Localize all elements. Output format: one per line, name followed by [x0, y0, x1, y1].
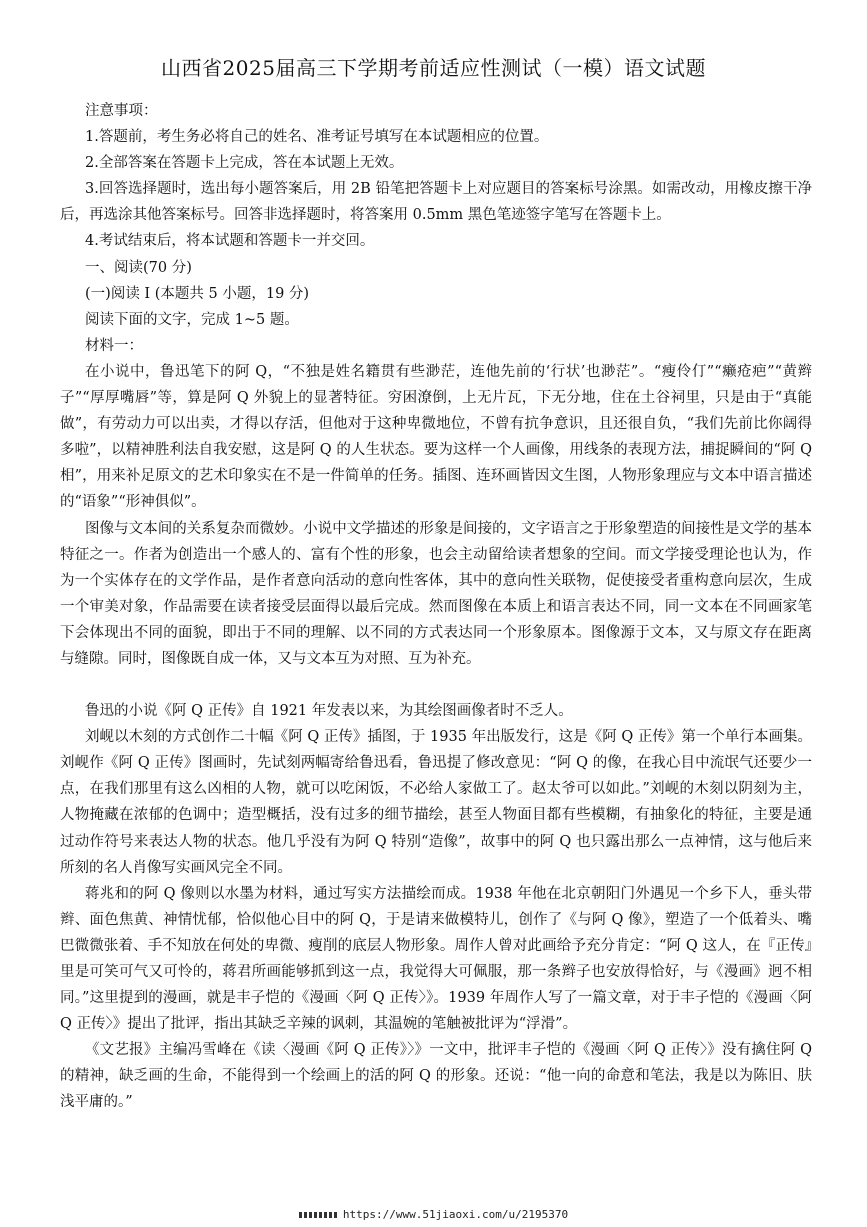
paragraph-6: 《文艺报》主编冯雪峰在《读〈漫画《阿 Q 正传》〉》一文中，批评丰子恺的《漫画〈阿 Q 正传〉》没有擒住阿 Q 的精神，缺乏画的生命，不能得到一个绘画上的活的阿 Q 的形象。还说：“他一向的命意和笔法，我是以为陈旧、肤浅平庸的。” — [60, 1042, 812, 1111]
section-heading: 一、阅读(70 分) — [85, 259, 192, 276]
note-item-1: 1.答题前，考生务必将自己的姓名、准考证号填写在本试题相应的位置。 — [85, 129, 549, 146]
paragraph-5: 蒋兆和的阿 Q 像则以水墨为材料，通过写实方法描绘而成。1938 年他在北京朝阳门外遇见一个乡下人，垂头带辫、面色焦黄、神情忧郁，恰似他心目中的阿 Q，于是请来做模特儿，创作了《与阿 Q 像》，塑造了一个低着头、嘴巴微微张着、手不知放在何处的卑微、瘦削的底层人物形象。周作人曾对此画给予充分肯定：“阿 Q 这人，在『正传』里是可笑可气又可怜的，蒋君所画能够抓到这一点，我觉得大可佩服，那一条辫子也安放得恰好，与《漫画》迥不相同。”这里提到的漫画，就是丰子恺的《漫画〈阿 Q 正传〉》。1939 年周作人写了一篇文章，对于丰子恺的《漫画〈阿 Q 正传〉》提出了批评，指出其缺乏辛辣的讽刺，其温婉的笔触被批评为“浮滑”。 — [60, 885, 812, 1033]
note-item-2: 2.全部答案在答题卡上完成，答在本试题上无效。 — [85, 155, 404, 172]
footer-watermark — [0, 1208, 867, 1221]
notes-heading: 注意事项： — [85, 103, 158, 119]
note-item-4: 4.考试结束后，将本试题和答题卡一并交回。 — [85, 233, 375, 250]
document-body — [60, 98, 812, 1116]
paragraph-1: 在小说中，鲁迅笔下的阿 Q，“不独是姓名籍贯有些渺茫，连他先前的‘行状’也渺茫”。“瘦伶仃”“癞疮疤”“黄辫子”“厚厚嘴唇”等，算是阿 Q 外貌上的显著特征。穷困潦倒，上无片瓦，下无分地，住在土谷祠里，只是由于“真能做”，有劳动力可以出卖，才得以存活，但他对于这种卑微地位，不曾有抗争意识，且还很自负，“我们先前比你阔得多啦”，以精神胜利法自我安慰，这是阿 Q 的人生状态。要为这样一个人画像，用线条的表现方法，捕捉瞬间的“阿 Q 相”，用来补足原文的艺术印象实在不是一件简单的任务。插图、连环画皆因文生图，人物形象理应与文本中语言描述的“语象”“形神俱似”。 — [60, 363, 812, 511]
material-label: 材料一： — [85, 337, 143, 354]
paragraph-3: 鲁迅的小说《阿 Q 正传》自 1921 年发表以来，为其绘图画像者时不乏人。 — [85, 703, 573, 720]
reading-instruction: 阅读下面的文字，完成 1~5 题。 — [85, 311, 299, 328]
page-title: 山西省2025届高三下学期考前适应性测试（一模）语文试题 — [161, 56, 706, 80]
paragraph-gap — [60, 672, 812, 698]
note-item-3: 3.回答选择题时，选出每小题答案后，用 2B 铅笔把答题卡上对应题目的答案标号涂黑。如需改动，用橡皮擦干净后，再选涂其他答案标号。回答非选择题时，将答案用 0.5mm 黑色笔迹签字笔写在答题卡上。 — [60, 181, 812, 224]
footer-url[interactable]: https://www.51jiaoxi.com/u/2195370 — [342, 1208, 569, 1221]
paragraph-2: 图像与文本间的关系复杂而微妙。小说中文学描述的形象是间接的，文字语言之于形象塑造的间接性是文学的基本特征之一。作者为创造出一个感人的、富有个性的形象，也会主动留给读者想象的空间。而文学接受理论也认为，作为一个实体存在的文学作品，是作者意向活动的意向性客体，其中的意向性关联物，促使接受者重构意向层次，生成一个审美对象，作品需要在读者接受层面得以最后完成。然而图像在本质上和语言表达不同，同一文本在不同画家笔下会体现出不同的面貌，即出于不同的理解、以不同的方式表达同一个形象原本。图像源于文本，又与原文存在距离与缝隙。同时，图像既自成一体，又与文本互为对照、互为补充。 — [60, 520, 812, 667]
paragraph-4: 刘岘以木刻的方式创作二十幅《阿 Q 正传》插图，于 1935 年出版发行，这是《阿 Q 正传》第一个单行本画集。刘岘作《阿 Q 正传》图画时，先试刻两幅寄给鲁迅看，鲁迅提了修改意见：“阿 Q 的像，在我心目中流氓气还要少一点，在我们那里有这么凶相的人物，就可以吃闲饭，不必给人家做工了。赵太爷可以如此。”刘岘的木刻以阴刻为主，人物掩藏在浓郁的色调中；造型概括，没有过多的细节描绘，甚至人物面目都有些模糊，有抽象化的特征，主要是通过动作符号来表达人物的状态。他几乎没有为阿 Q 特别“造像”，故事中的阿 Q 也只露出那么一点神情，这与他后来所刻的名人肖像写实画风完全不同。 — [60, 729, 812, 876]
site-logo-icon — [299, 1212, 337, 1218]
subsection-heading: (一)阅读 I (本题共 5 小题，19 分) — [85, 285, 310, 302]
